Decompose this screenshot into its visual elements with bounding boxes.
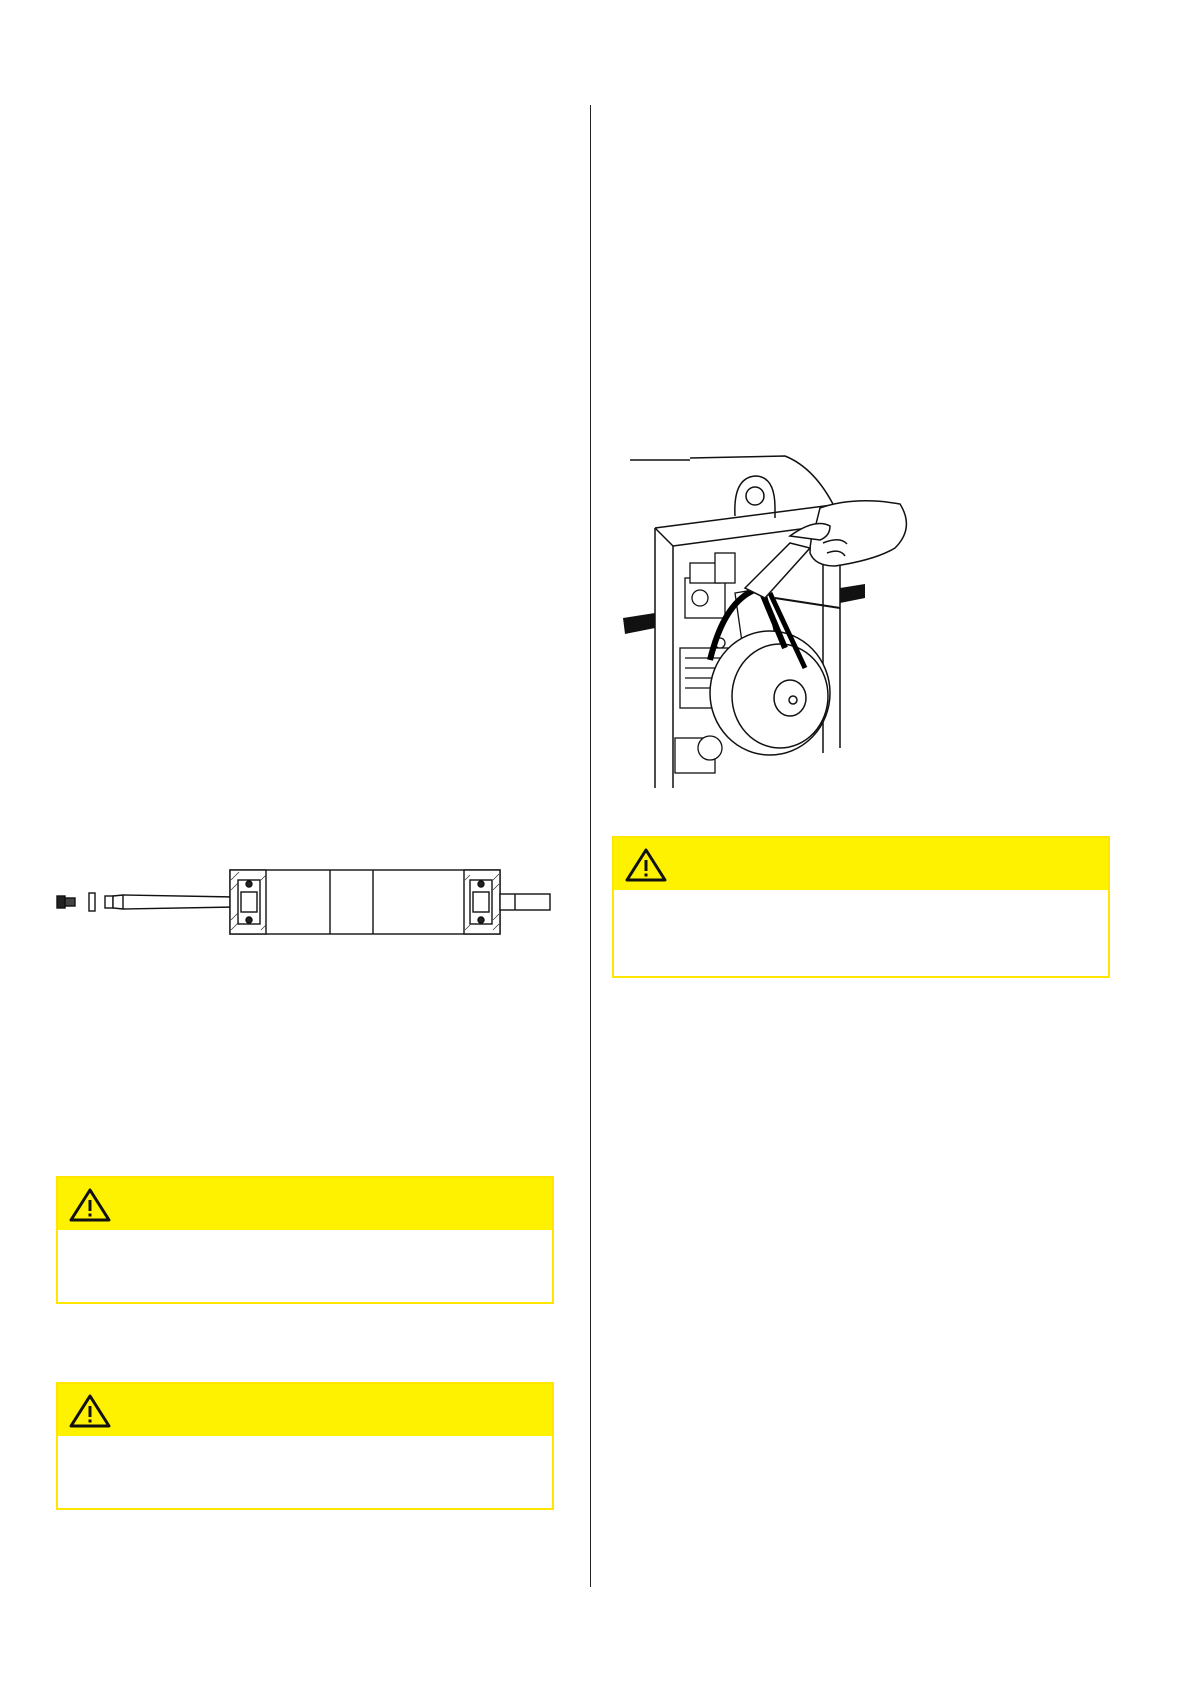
warning-header <box>58 1178 552 1230</box>
warning-body <box>58 1230 552 1302</box>
warning-triangle-icon <box>624 847 668 883</box>
roller-shaft-figure <box>55 860 565 940</box>
warning-header <box>614 838 1108 890</box>
warning-box-2 <box>56 1382 554 1510</box>
column-divider <box>590 105 591 1587</box>
warning-box-1 <box>56 1176 554 1304</box>
warning-triangle-icon <box>68 1187 112 1223</box>
roller-shaft-drawing <box>55 860 565 940</box>
belt-tension-figure <box>615 448 915 790</box>
belt-tension-drawing <box>615 448 915 790</box>
warning-box-3 <box>612 836 1110 978</box>
warning-header <box>58 1384 552 1436</box>
warning-triangle-icon <box>68 1393 112 1429</box>
warning-body <box>614 890 1108 976</box>
warning-body <box>58 1436 552 1508</box>
